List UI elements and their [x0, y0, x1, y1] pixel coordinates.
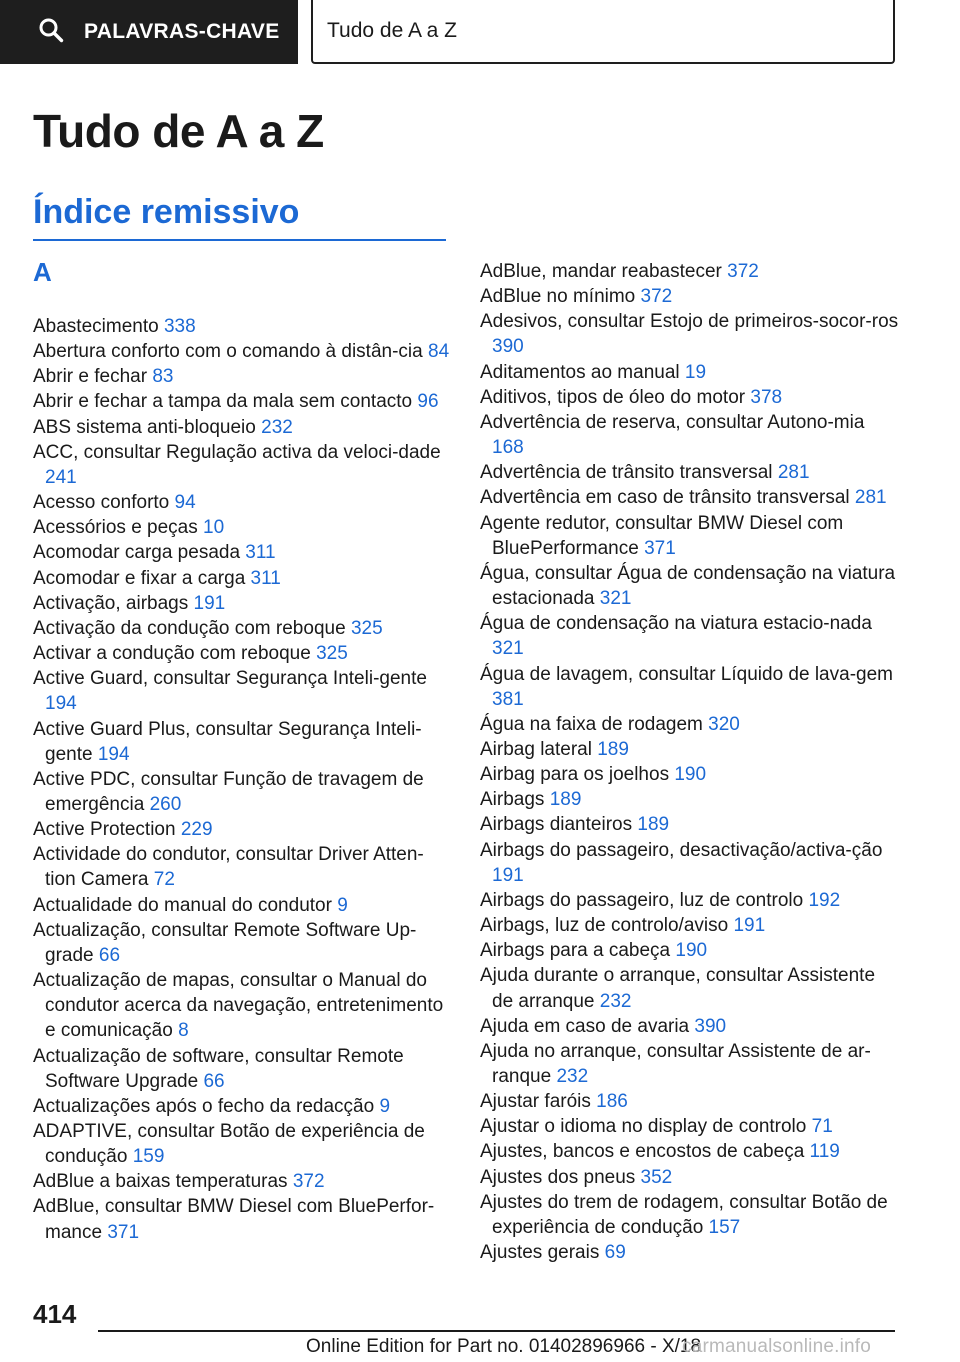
- index-entry: [480, 485, 900, 510]
- index-entry-text: Airbags dianteiros: [480, 814, 633, 836]
- index-entry: [480, 888, 900, 913]
- index-entry-text: Ajustes, bancos e encostos de cabeça: [480, 1141, 805, 1163]
- index-page-link[interactable]: 325: [350, 617, 383, 639]
- index-entry: [33, 616, 451, 641]
- index-entry-text: Actualidade do manual do condutor: [33, 894, 332, 916]
- section-letter: A: [33, 257, 52, 287]
- index-page-link[interactable]: 232: [556, 1066, 589, 1087]
- index-page-link[interactable]: 281: [854, 487, 887, 509]
- index-page-link[interactable]: 321: [492, 638, 524, 660]
- index-page-link[interactable]: 311: [245, 542, 276, 564]
- index-page-link[interactable]: 72: [153, 869, 175, 891]
- index-entry-text: AdBlue, mandar reabastecer: [480, 261, 722, 282]
- index-entry: [480, 1165, 900, 1190]
- search-icon: [38, 17, 84, 48]
- index-page-link[interactable]: 281: [777, 462, 810, 484]
- index-entry: [33, 389, 451, 414]
- index-entry: [480, 812, 900, 837]
- index-page-link[interactable]: 232: [261, 416, 293, 438]
- index-entry-text: Abrir e fechar a tampa da mala sem contacto: [33, 391, 413, 413]
- index-entry: [480, 1139, 900, 1164]
- index-page-link[interactable]: 71: [811, 1116, 833, 1138]
- index-page-link[interactable]: 168: [492, 437, 524, 459]
- index-page-link[interactable]: 352: [640, 1166, 673, 1188]
- index-entry-text: AdBlue a baixas temperaturas: [33, 1171, 288, 1193]
- keywords-button[interactable]: [0, 0, 298, 64]
- index-entry-text: Active PDC, consultar Função de travagem de emergência: [33, 768, 424, 815]
- index-page-link[interactable]: 372: [292, 1171, 325, 1193]
- index-entry: [33, 1094, 451, 1119]
- index-entry-text: AdBlue, consultar BMW Diesel com BluePerfor‐mance: [33, 1196, 435, 1243]
- index-page-link[interactable]: 19: [684, 361, 707, 383]
- index-entry: [480, 561, 900, 611]
- index-entry: [33, 1044, 451, 1094]
- index-entry-text: Airbags do passageiro, luz de controlo: [480, 889, 804, 911]
- index-entry-text: Ajuda em caso de avaria: [480, 1015, 690, 1037]
- index-entry-text: Aditamentos ao manual: [480, 361, 680, 383]
- index-entry: [480, 1039, 900, 1089]
- index-entry-text: Acessórios e peças: [33, 517, 198, 539]
- index-entry-text: Active Guard Plus, consultar Segurança Inteli‐gente: [33, 718, 422, 765]
- index-entry: [33, 641, 451, 666]
- index-entry: [33, 591, 451, 616]
- index-page-link[interactable]: 192: [808, 889, 841, 911]
- index-page-link[interactable]: 9: [337, 894, 348, 916]
- index-entry-text: Advertência em caso de trânsito transversal: [480, 487, 850, 509]
- index-entry-text: Airbags: [480, 789, 545, 811]
- index-entry: [480, 1190, 900, 1240]
- index-page-link[interactable]: 191: [193, 592, 226, 614]
- index-entry: [480, 963, 900, 1013]
- index-entry: [33, 566, 451, 591]
- index-page-link[interactable]: 321: [599, 588, 632, 610]
- index-page-link[interactable]: 10: [203, 517, 225, 539]
- index-entry-text: Acomodar e fixar a carga: [33, 567, 246, 589]
- index-entry: [480, 787, 900, 812]
- index-entry-text: Advertência de trânsito transversal: [480, 462, 773, 484]
- index-entry: [33, 440, 451, 490]
- index-entry: [33, 490, 451, 515]
- index-page-link[interactable]: 66: [203, 1070, 225, 1092]
- index-entry-text: ACC, consultar Regulação activa da veloci‐dade: [33, 441, 441, 463]
- index-entry-text: Activar a condução com reboque: [33, 643, 311, 665]
- index-page-link[interactable]: 159: [132, 1146, 165, 1168]
- index-page-link[interactable]: 94: [174, 492, 196, 514]
- index-entry: [33, 717, 451, 767]
- index-entry: [480, 938, 900, 963]
- index-entry: [33, 817, 451, 842]
- index-entry: [33, 666, 451, 716]
- index-page-link[interactable]: 191: [733, 915, 766, 937]
- index-page-link[interactable]: 119: [809, 1141, 840, 1163]
- index-entry: [480, 1114, 900, 1139]
- index-page-link[interactable]: 186: [596, 1091, 628, 1113]
- index-entry: [33, 364, 451, 389]
- index-entry-text: Água de condensação na viatura estacio‐nada: [480, 613, 872, 635]
- index-entry-text: Ajuda durante o arranque, consultar Assistente de arranque: [480, 965, 876, 1012]
- index-entry-text: Água, consultar Água de condensação na viatura estacionada: [480, 562, 896, 610]
- index-page-link[interactable]: 190: [675, 940, 708, 962]
- index-page-link[interactable]: 338: [163, 316, 196, 337]
- index-entry: [480, 360, 900, 385]
- index-entry-text: Active Protection: [33, 819, 176, 841]
- index-page-link[interactable]: 229: [180, 819, 213, 841]
- index-entry-text: Ajustar faróis: [480, 1091, 591, 1113]
- index-entry: [480, 1240, 900, 1265]
- index-entry: [33, 842, 451, 892]
- index-page-link[interactable]: 189: [637, 814, 670, 836]
- index-entry: [33, 968, 451, 1043]
- index-entry: [33, 1119, 451, 1169]
- index-page-link[interactable]: 371: [107, 1221, 140, 1243]
- index-entry-text: Actualização de software, consultar Remote Software Upgrade: [33, 1045, 404, 1092]
- index-page-link[interactable]: 241: [45, 466, 77, 488]
- index-entry-text: Ajuda no arranque, consultar Assistente de ar‐ranque: [480, 1040, 871, 1087]
- index-entry-text: Actualização de mapas, consultar o Manual do condutor acerca da navegação, entretenimento e comunicação: [33, 970, 444, 1042]
- index-entry: [33, 918, 451, 968]
- index-entry-text: Airbags para a cabeça: [480, 940, 671, 962]
- index-page-link[interactable]: 320: [708, 713, 740, 735]
- index-entry-text: Airbags do passageiro, desactivação/activa‐ção: [480, 839, 883, 861]
- index-page-link[interactable]: 372: [727, 261, 759, 282]
- index-page-link[interactable]: 390: [694, 1015, 727, 1037]
- index-entry-text: Activação, airbags: [33, 592, 189, 614]
- index-entry-text: ABS sistema anti-bloqueio: [33, 416, 256, 438]
- index-entry: [480, 309, 900, 359]
- section-subtitle: Índice remissivo: [33, 193, 300, 231]
- index-entry: [480, 712, 900, 737]
- index-entry: [480, 1014, 900, 1039]
- index-page-link[interactable]: 381: [492, 688, 524, 710]
- index-entry-text: Actividade do condutor, consultar Driver Atten‐tion Camera: [33, 844, 424, 891]
- index-page-link[interactable]: 311: [250, 567, 281, 589]
- index-page-link[interactable]: 189: [597, 738, 629, 760]
- index-page-link[interactable]: 190: [674, 764, 707, 786]
- index-entry-text: Acomodar carga pesada: [33, 542, 241, 564]
- tab-label: Tudo de A a Z: [327, 19, 457, 42]
- index-entry: [480, 913, 900, 938]
- footer-edition: Online Edition for Part no. 01402896966 - X/18: [306, 1336, 702, 1357]
- index-page-link[interactable]: 9: [379, 1095, 391, 1117]
- index-entry-text: ADAPTIVE, consultar Botão de experiência de condução: [33, 1121, 425, 1168]
- index-entry: [480, 511, 900, 561]
- index-page-link[interactable]: 194: [97, 743, 130, 765]
- index-entry-text: Advertência de reserva, consultar Autono‐mia: [480, 411, 865, 433]
- watermark: carmanualsonline.info: [682, 1336, 872, 1357]
- index-entry: [480, 1089, 900, 1114]
- index-entry-text: Actualizações após o fecho da redacção: [33, 1095, 375, 1117]
- index-entry-text: Airbags, luz de controlo/aviso: [480, 915, 729, 937]
- index-page-link[interactable]: 371: [644, 537, 676, 559]
- index-entry-text: Adesivos, consultar Estojo de primeiros-socor‐ros: [480, 311, 899, 333]
- index-page-link[interactable]: 325: [316, 643, 348, 665]
- index-entry-text: Ajustes dos pneus: [480, 1166, 636, 1188]
- page-title: Tudo de A a Z: [33, 105, 324, 157]
- index-page-link[interactable]: 378: [750, 386, 783, 408]
- index-entry-text: Acesso conforto: [33, 492, 170, 514]
- index-entry-text: Agente redutor, consultar BMW Diesel com BluePerformance: [480, 512, 844, 559]
- subtitle-divider: [33, 239, 446, 241]
- index-entry-text: Active Guard, consultar Segurança Inteli‐gente: [33, 668, 427, 690]
- index-page-link[interactable]: 232: [599, 990, 632, 1012]
- index-entry-text: Abrir e fechar: [33, 366, 148, 388]
- index-column-left: [33, 314, 451, 1245]
- index-entry-text: Airbag lateral: [480, 738, 592, 760]
- index-page-link[interactable]: 189: [549, 789, 582, 811]
- index-page-link[interactable]: 372: [640, 286, 673, 308]
- index-entry: [33, 540, 451, 565]
- index-entry: [480, 259, 900, 284]
- index-entry-text: Aditivos, tipos de óleo do motor: [480, 386, 746, 408]
- index-page-link[interactable]: 69: [604, 1242, 626, 1264]
- index-entry: [480, 737, 900, 762]
- index-entry-text: AdBlue no mínimo: [480, 286, 636, 308]
- index-page-link[interactable]: 194: [45, 693, 77, 715]
- index-entry-text: Água de lavagem, consultar Líquido de lava‐gem: [480, 663, 893, 685]
- index-page-link[interactable]: 66: [98, 944, 121, 966]
- index-page-link[interactable]: 390: [492, 336, 524, 358]
- index-entry-text: Ajustes do trem de rodagem, consultar Botão de experiência de condução: [480, 1191, 888, 1238]
- index-entry: [33, 1169, 451, 1194]
- tab-tudo-de-a-a-z[interactable]: [311, 0, 895, 64]
- index-column-right: [480, 259, 900, 1265]
- index-entry: [480, 611, 900, 661]
- index-entry: [480, 662, 900, 712]
- index-entry-text: Ajustes gerais: [480, 1242, 600, 1264]
- index-entry: [480, 838, 900, 888]
- index-entry-text: Água na faixa de rodagem: [480, 713, 703, 735]
- index-entry: [480, 284, 900, 309]
- index-entry: [480, 460, 900, 485]
- index-page-link[interactable]: 84: [428, 341, 450, 363]
- top-bar: [0, 0, 960, 66]
- keywords-button-label: PALAVRAS-CHAVE: [84, 20, 280, 43]
- index-page-link[interactable]: 157: [708, 1216, 741, 1238]
- index-entry: [33, 415, 451, 440]
- index-entry: [33, 314, 451, 339]
- index-entry-text: Actualização, consultar Remote Software Up‐grade: [33, 919, 417, 966]
- index-entry: [33, 893, 451, 918]
- index-entry: [33, 515, 451, 540]
- index-page-link[interactable]: 96: [417, 391, 439, 413]
- index-entry: [33, 767, 451, 817]
- index-entry: [480, 410, 900, 460]
- page-number: 414: [33, 1299, 77, 1329]
- index-entry: [33, 1194, 451, 1244]
- index-page-link[interactable]: 191: [492, 864, 524, 886]
- index-entry: [480, 385, 900, 410]
- footer-divider: [98, 1330, 895, 1332]
- index-entry-text: Abastecimento: [33, 316, 159, 337]
- index-page-link[interactable]: 260: [149, 793, 182, 815]
- index-page-link[interactable]: 83: [152, 366, 174, 388]
- index-entry-text: Abertura conforto com o comando à distân‐cia: [33, 341, 423, 363]
- index-entry-text: Airbag para os joelhos: [480, 764, 670, 786]
- index-entry: [33, 339, 451, 364]
- index-page-link[interactable]: 8: [178, 1020, 189, 1042]
- index-entry-text: Ajustar o idioma no display de controlo: [480, 1116, 807, 1138]
- index-entry-text: Activação da condução com reboque: [33, 617, 346, 639]
- index-entry: [480, 762, 900, 787]
